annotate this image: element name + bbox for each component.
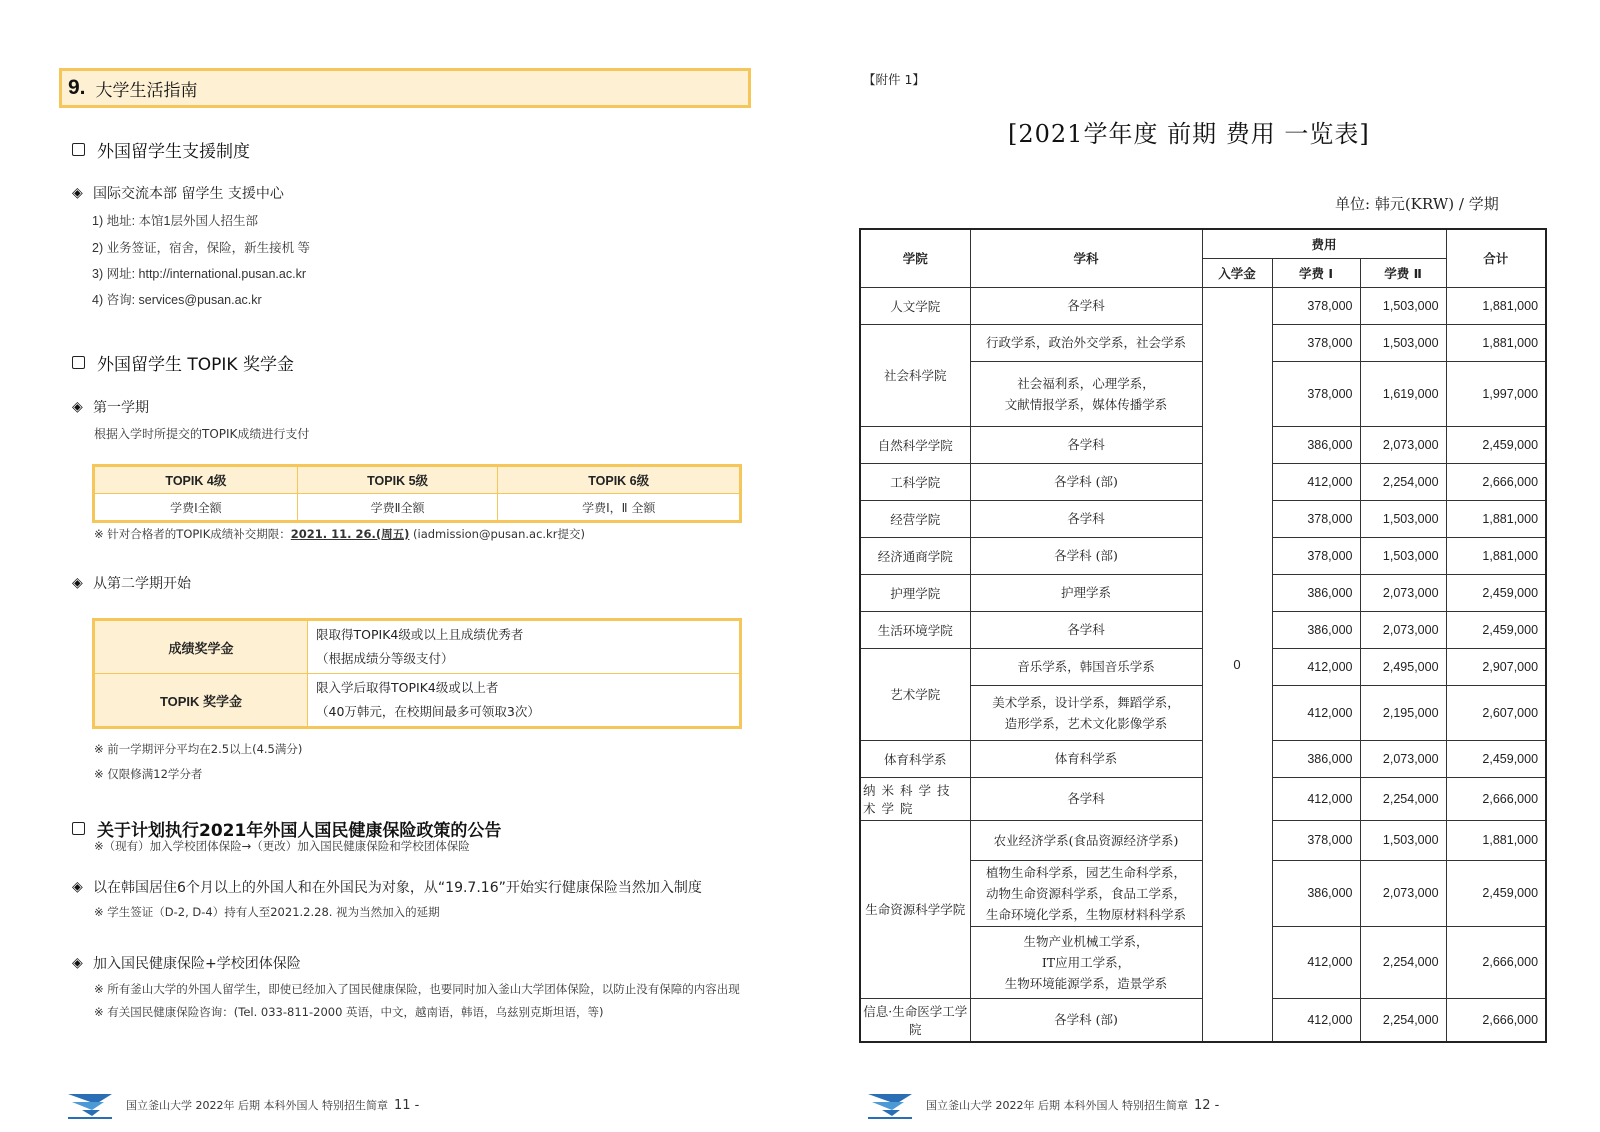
unit-label: 单位: 韩元(KRW) / 学期 [1335, 195, 1499, 213]
insurance-join-text: 加入国民健康保险+学校团体保险 [93, 956, 301, 972]
center-title-text: 国际交流本部 留学生 支援中心 [93, 186, 284, 202]
center-item: 4) 咨询: services@pusan.ac.kr [92, 293, 262, 307]
table-header: TOPIK 4级 [94, 466, 298, 494]
total-cell: 2,459,000 [1446, 740, 1546, 777]
fee-table [859, 228, 1547, 1043]
tuition-2-cell: 2,495,000 [1360, 648, 1446, 685]
department-cell: 各学科 (部) [970, 463, 1202, 500]
total-cell: 2,666,000 [1446, 463, 1546, 500]
total-cell: 2,666,000 [1446, 926, 1546, 998]
footer-text: 国立釜山大学 2022年 后期 本科外国人 特别招生简章 [126, 1099, 388, 1112]
scholarship-type: 成绩奖学金 [94, 620, 308, 674]
tuition-2-cell: 2,073,000 [1360, 740, 1446, 777]
tuition-1-cell: 378,000 [1272, 537, 1360, 574]
header-department: 学科 [970, 229, 1202, 287]
tuition-2-cell: 2,195,000 [1360, 685, 1446, 740]
department-cell: 各学科 [970, 500, 1202, 537]
department-cell: 生物产业机械工学系， IT应用工学系， 生物环境能源学系，造景学系 [970, 926, 1202, 998]
college-cell: 艺术学院 [860, 648, 970, 740]
header-tuition-2: 学费 Ⅱ [1360, 258, 1446, 287]
section-banner [59, 68, 751, 108]
heading-topik [72, 350, 294, 375]
total-cell: 1,881,000 [1446, 287, 1546, 324]
college-cell: 生活环境学院 [860, 611, 970, 648]
table-row [94, 620, 741, 674]
tuition-1-cell: 378,000 [1272, 500, 1360, 537]
scholarship-note: ※ 前一学期评分平均在2.5以上(4.5满分) [94, 742, 303, 756]
scholarship-desc [308, 674, 741, 728]
tuition-1-cell: 378,000 [1272, 361, 1360, 426]
tuition-1-cell: 412,000 [1272, 685, 1360, 740]
department-cell: 社会福利系，心理学系， 文献情报学系，媒体传播学系 [970, 361, 1202, 426]
footer-text: 国立釜山大学 2022年 后期 本科外国人 特别招生简章 [926, 1099, 1188, 1112]
scholarship-type: TOPIK 奖学金 [94, 674, 308, 728]
department-cell: 音乐学系，韩国音乐学系 [970, 648, 1202, 685]
tuition-2-cell: 1,503,000 [1360, 287, 1446, 324]
checkbox-square-icon [72, 143, 85, 156]
topik-note-date: 2021. 11. 26.(周五) [290, 527, 410, 541]
diamond-bullet-icon: ◈ [72, 185, 83, 201]
checkbox-square-icon [72, 356, 85, 369]
scholarship-desc-line: （40万韩元，在校期间最多可领取3次） [316, 704, 540, 719]
total-cell: 1,881,000 [1446, 500, 1546, 537]
tuition-2-cell: 1,503,000 [1360, 500, 1446, 537]
college-cell: 人文学院 [860, 287, 970, 324]
tuition-1-cell: 386,000 [1272, 611, 1360, 648]
diamond-bullet-icon: ◈ [72, 879, 83, 895]
university-logo-icon [866, 1090, 914, 1120]
total-cell: 1,881,000 [1446, 820, 1546, 860]
department-cell: 各学科 [970, 611, 1202, 648]
tuition-1-cell: 386,000 [1272, 740, 1360, 777]
tuition-1-cell: 412,000 [1272, 648, 1360, 685]
page-number: 12 - [1193, 1097, 1220, 1113]
college-cell: 经济通商学院 [860, 537, 970, 574]
tuition-1-cell: 412,000 [1272, 998, 1360, 1042]
department-cell: 护理学系 [970, 574, 1202, 611]
tuition-2-cell: 2,073,000 [1360, 860, 1446, 926]
scholarship-desc [308, 620, 741, 674]
header-total: 合计 [1446, 229, 1546, 287]
table-cell: 学费Ⅰ，Ⅱ 全额 [582, 500, 656, 515]
topik-table [92, 464, 742, 523]
tuition-2-cell: 1,503,000 [1360, 537, 1446, 574]
total-cell: 1,881,000 [1446, 537, 1546, 574]
table-cell: 学费Ⅱ全额 [297, 494, 498, 522]
tuition-2-cell: 2,254,000 [1360, 998, 1446, 1042]
college-cell: 社会科学院 [860, 324, 970, 426]
total-cell: 1,881,000 [1446, 324, 1546, 361]
first-semester-text: 第一学期 [93, 400, 149, 416]
college-cell: 生命资源科学学院 [860, 820, 970, 998]
college-cell: 工科学院 [860, 463, 970, 500]
topik-note-prefix: ※ 针对合格者的TOPIK成绩补交期限： [94, 527, 291, 541]
attachment-label: 【附件 1】 [863, 72, 925, 87]
diamond-bullet-icon: ◈ [72, 399, 83, 415]
second-semester-text: 从第二学期开始 [93, 576, 191, 592]
department-cell: 各学科 (部) [970, 998, 1202, 1042]
college-cell: 护理学院 [860, 574, 970, 611]
scholarship-note: ※ 仅限修满12学分者 [94, 767, 203, 781]
header-fee: 费用 [1202, 229, 1446, 258]
center-item: 2) 业务签证，宿舍，保险，新生接机 等 [92, 241, 311, 255]
heading-text: 关于计划执行2021年外国人国民健康保险政策的公告 [97, 821, 502, 841]
insurance-policy [72, 877, 702, 897]
section-number: 9. [68, 76, 86, 99]
insurance-policy-note: ※ 学生签证（D-2, D-4）持有人至2021.2.28. 视为当然加入的延期 [94, 905, 440, 919]
tuition-2-cell: 2,254,000 [1360, 777, 1446, 820]
scholarship-desc-line: （根据成绩分等级支付） [316, 651, 454, 666]
header-admission: 入学金 [1202, 258, 1272, 287]
table-header-row [860, 229, 1546, 258]
tuition-2-cell: 2,073,000 [1360, 574, 1446, 611]
topik-note-suffix: (iadmission@pusan.ac.kr提交) [413, 527, 585, 541]
diamond-bullet-icon: ◈ [72, 575, 83, 591]
heading-text: 外国留学生支援制度 [97, 142, 250, 162]
footer [866, 1090, 1219, 1120]
department-cell: 各学科 (部) [970, 537, 1202, 574]
insurance-join-note: ※ 所有釜山大学的外国人留学生，即使已经加入了国民健康保险，也要同时加入釜山大学团体保险，以防止没有保障的内容出现 [94, 982, 740, 996]
tuition-1-cell: 386,000 [1272, 574, 1360, 611]
total-cell: 2,907,000 [1446, 648, 1546, 685]
page-number: 11 - [393, 1097, 420, 1113]
total-cell: 2,666,000 [1446, 998, 1546, 1042]
diamond-bullet-icon: ◈ [72, 955, 83, 971]
university-logo-icon [66, 1090, 114, 1120]
checkbox-square-icon [72, 822, 85, 835]
college-cell: 自然科学学院 [860, 426, 970, 463]
total-cell: 2,459,000 [1446, 426, 1546, 463]
first-semester-desc: 根据入学时所提交的TOPIK成绩进行支付 [94, 427, 310, 441]
scholarship-desc-line: 限入学后取得TOPIK4级或以上者 [316, 680, 499, 695]
department-cell: 植物生命科学系，园艺生命科学系， 动物生命资源科学系，食品工学系， 生命环境化学系，生物原材料科学系 [970, 860, 1202, 926]
college-cell: 经营学院 [860, 500, 970, 537]
document-title: [2021学年度 前期 费用 一览表] [1008, 120, 1370, 148]
footer [66, 1090, 419, 1120]
table-row [94, 674, 741, 728]
table-header: TOPIK 5级 [297, 466, 498, 494]
heading-text: 外国留学生 TOPIK 奖学金 [97, 355, 294, 375]
insurance-join [72, 953, 301, 973]
table-header: TOPIK 6级 [498, 466, 741, 494]
tuition-1-cell: 412,000 [1272, 463, 1360, 500]
total-cell: 2,459,000 [1446, 574, 1546, 611]
total-cell: 2,607,000 [1446, 685, 1546, 740]
total-cell: 2,666,000 [1446, 777, 1546, 820]
insurance-heading-note: ※（现有）加入学校团体保险→（更改）加入国民健康保险和学校团体保险 [94, 839, 470, 853]
second-semester [72, 573, 191, 593]
header-college: 学院 [860, 229, 970, 287]
total-cell: 1,997,000 [1446, 361, 1546, 426]
table-cell: 学费Ⅰ全额 [94, 494, 298, 522]
table-row [860, 287, 1546, 324]
insurance-policy-text: 以在韩国居住6个月以上的外国人和在外国民为对象，从“19.7.16”开始实行健康保险当然加入制度 [93, 880, 702, 896]
department-cell: 体育科学系 [970, 740, 1202, 777]
department-cell: 各学科 [970, 287, 1202, 324]
tuition-1-cell: 378,000 [1272, 287, 1360, 324]
tuition-1-cell: 386,000 [1272, 426, 1360, 463]
section-title: 大学生活指南 [95, 80, 198, 101]
tuition-1-cell: 378,000 [1272, 820, 1360, 860]
scholarship-table [92, 618, 742, 729]
admission-cell: 0 [1202, 287, 1272, 1042]
college-cell: 体育科学系 [860, 740, 970, 777]
tuition-2-cell: 2,073,000 [1360, 611, 1446, 648]
center-title [72, 183, 284, 203]
first-semester [72, 397, 149, 417]
table-row [94, 494, 741, 522]
total-cell: 2,459,000 [1446, 860, 1546, 926]
total-cell: 2,459,000 [1446, 611, 1546, 648]
tuition-2-cell: 1,503,000 [1360, 820, 1446, 860]
tuition-2-cell: 1,503,000 [1360, 324, 1446, 361]
department-cell: 各学科 [970, 426, 1202, 463]
department-cell: 行政学系，政治外交学系，社会学系 [970, 324, 1202, 361]
header-tuition-1: 学费 Ⅰ [1272, 258, 1360, 287]
center-item: 3) 网址: http://international.pusan.ac.kr [92, 267, 306, 281]
department-cell: 各学科 [970, 777, 1202, 820]
table-header-row [94, 466, 741, 494]
insurance-join-note: ※ 有关国民健康保险咨询：(Tel. 033-811-2000 英语，中文，越南语，韩语，乌兹别克斯坦语，等) [94, 1005, 604, 1019]
tuition-2-cell: 2,254,000 [1360, 463, 1446, 500]
heading-support [72, 137, 250, 162]
department-cell: 美术学系，设计学系，舞蹈学系， 造形学系，艺术文化影像学系 [970, 685, 1202, 740]
college-cell: 纳米科学技术学院 [860, 777, 970, 820]
department-cell: 农业经济学系(食品资源经济学系) [970, 820, 1202, 860]
center-item: 1) 地址: 本馆1层外国人招生部 [92, 214, 258, 228]
tuition-1-cell: 386,000 [1272, 860, 1360, 926]
tuition-2-cell: 2,073,000 [1360, 426, 1446, 463]
topik-note [94, 526, 585, 542]
scholarship-desc-line: 限取得TOPIK4级或以上且成绩优秀者 [316, 627, 524, 642]
tuition-2-cell: 2,254,000 [1360, 926, 1446, 998]
tuition-1-cell: 412,000 [1272, 926, 1360, 998]
tuition-1-cell: 378,000 [1272, 324, 1360, 361]
college-cell: 信息·生命医学工学院 [860, 998, 970, 1042]
tuition-2-cell: 1,619,000 [1360, 361, 1446, 426]
tuition-1-cell: 412,000 [1272, 777, 1360, 820]
